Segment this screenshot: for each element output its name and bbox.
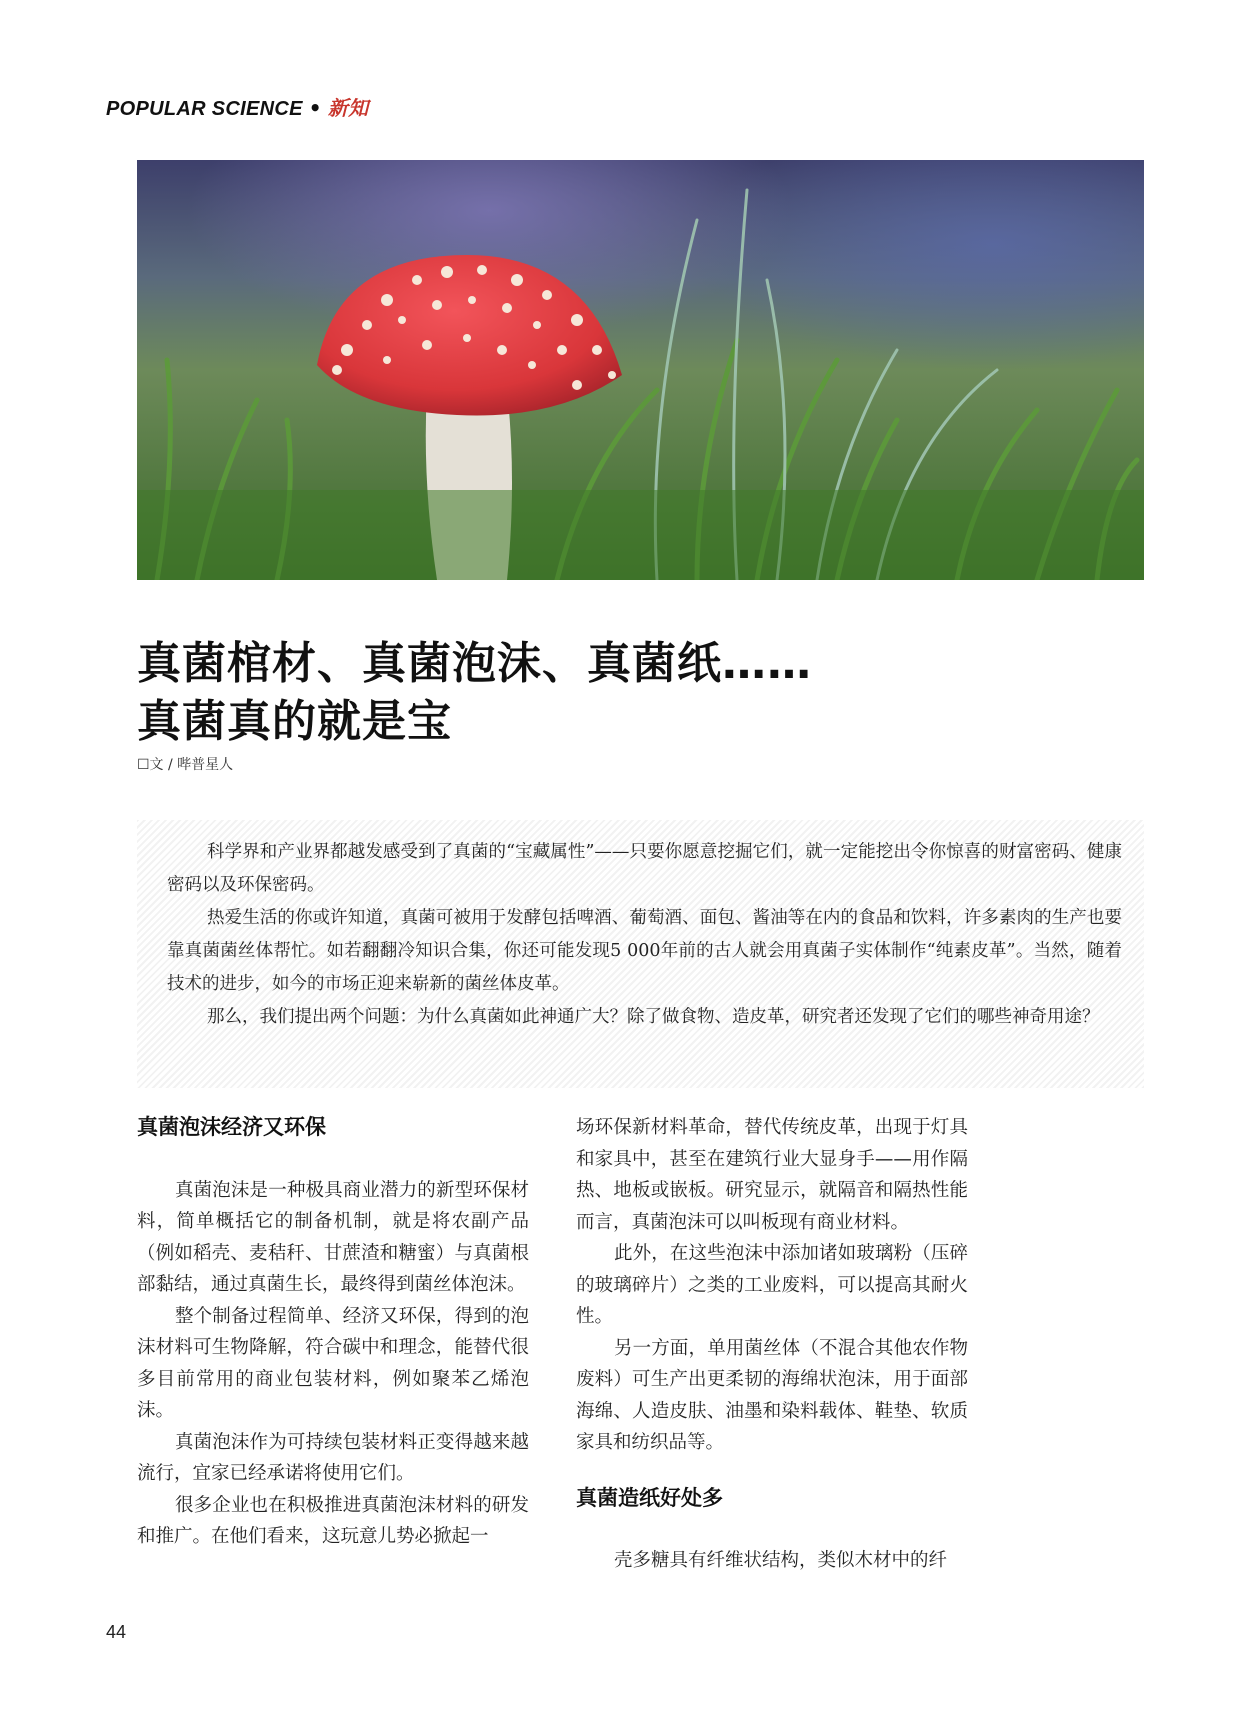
column-right bbox=[576, 1112, 968, 1577]
right-paragraph-3: 另一方面，单用菌丝体（不混合其他农作物废料）可生产出更柔韧的海绵状泡沫，用于面部海绵、人造皮肤、油墨和染料载体、鞋垫、软质家具和纺织品等。 bbox=[576, 1337, 968, 1453]
section-name-cn: 新知 bbox=[327, 96, 369, 120]
left-paragraph-1: 真菌泡沫是一种极具商业潜力的新型环保材料，简单概括它的制备机制，就是将农副产品（例如稻壳、麦秸秆、甘蔗渣和糖蜜）与真菌根部黏结，通过真菌生长，最终得到菌丝体泡沫。 bbox=[137, 1179, 529, 1295]
section-heading-paper: 真菌造纸好处多 bbox=[576, 1485, 723, 1510]
header-separator: • bbox=[308, 96, 322, 120]
hero-photo-mushroom bbox=[137, 160, 1144, 580]
section-heading-foam: 真菌泡沫经济又环保 bbox=[137, 1115, 326, 1139]
right-paragraph-4: 壳多糖具有纤维状结构，类似木材中的纤 bbox=[614, 1550, 948, 1571]
left-paragraph-4: 很多企业也在积极推进真菌泡沫材料的研发和推广。在他们看来，这玩意儿势必掀起一 bbox=[137, 1494, 529, 1547]
section-header bbox=[106, 92, 368, 121]
page-number: 44 bbox=[106, 1622, 127, 1642]
article-title-line2: 真菌真的就是宝 bbox=[137, 696, 452, 747]
intro-paragraph-2: 热爱生活的你或许知道，真菌可被用于发酵包括啤酒、葡萄酒、面包、酱油等在内的食品和饮料，许多素肉的生产也要靠真菌菌丝体帮忙。如若翻翻冷知识合集，你还可能发现5 000年前的古人就会用真菌子实体制作“纯素皮革”。当然，随着技术的进步，如今的市场正迎来崭新的菌丝体皮革。 bbox=[167, 908, 1122, 994]
article-title-line1: 真菌棺材、真菌泡沫、真菌纸…… bbox=[137, 638, 812, 689]
section-name-en: POPULAR SCIENCE bbox=[106, 98, 303, 120]
article-title bbox=[137, 635, 812, 751]
column-left bbox=[137, 1112, 529, 1553]
right-paragraph-2: 此外，在这些泡沫中添加诸如玻璃粉（压碎的玻璃碎片）之类的工业废料，可以提高其耐火性。 bbox=[576, 1243, 968, 1327]
right-paragraph-1: 场环保新材料革命，替代传统皮革，出现于灯具和家具中，甚至在建筑行业大显身手——用作隔热、地板或嵌板。研究显示，就隔音和隔热性能而言，真菌泡沫可以叫板现有商业材料。 bbox=[576, 1117, 968, 1233]
intro-paragraph-3: 那么，我们提出两个问题：为什么真菌如此神通广大？除了做食物、造皮革，研究者还发现了它们的哪些神奇用途？ bbox=[207, 1007, 1100, 1027]
article-byline: ☐文 / 哔普星人 bbox=[137, 757, 234, 773]
intro-paragraph-1: 科学界和产业界都越发感受到了真菌的“宝藏属性”——只要你愿意挖掘它们，就一定能挖出令你惊喜的财富密码、健康密码以及环保密码。 bbox=[167, 842, 1122, 895]
left-paragraph-2: 整个制备过程简单、经济又环保，得到的泡沫材料可生物降解，符合碳中和理念，能替代很多目前常用的商业包装材料，例如聚苯乙烯泡沫。 bbox=[137, 1305, 529, 1421]
left-paragraph-3: 真菌泡沫作为可持续包装材料正变得越来越流行，宜家已经承诺将使用它们。 bbox=[137, 1431, 529, 1484]
intro-box bbox=[137, 820, 1144, 1088]
